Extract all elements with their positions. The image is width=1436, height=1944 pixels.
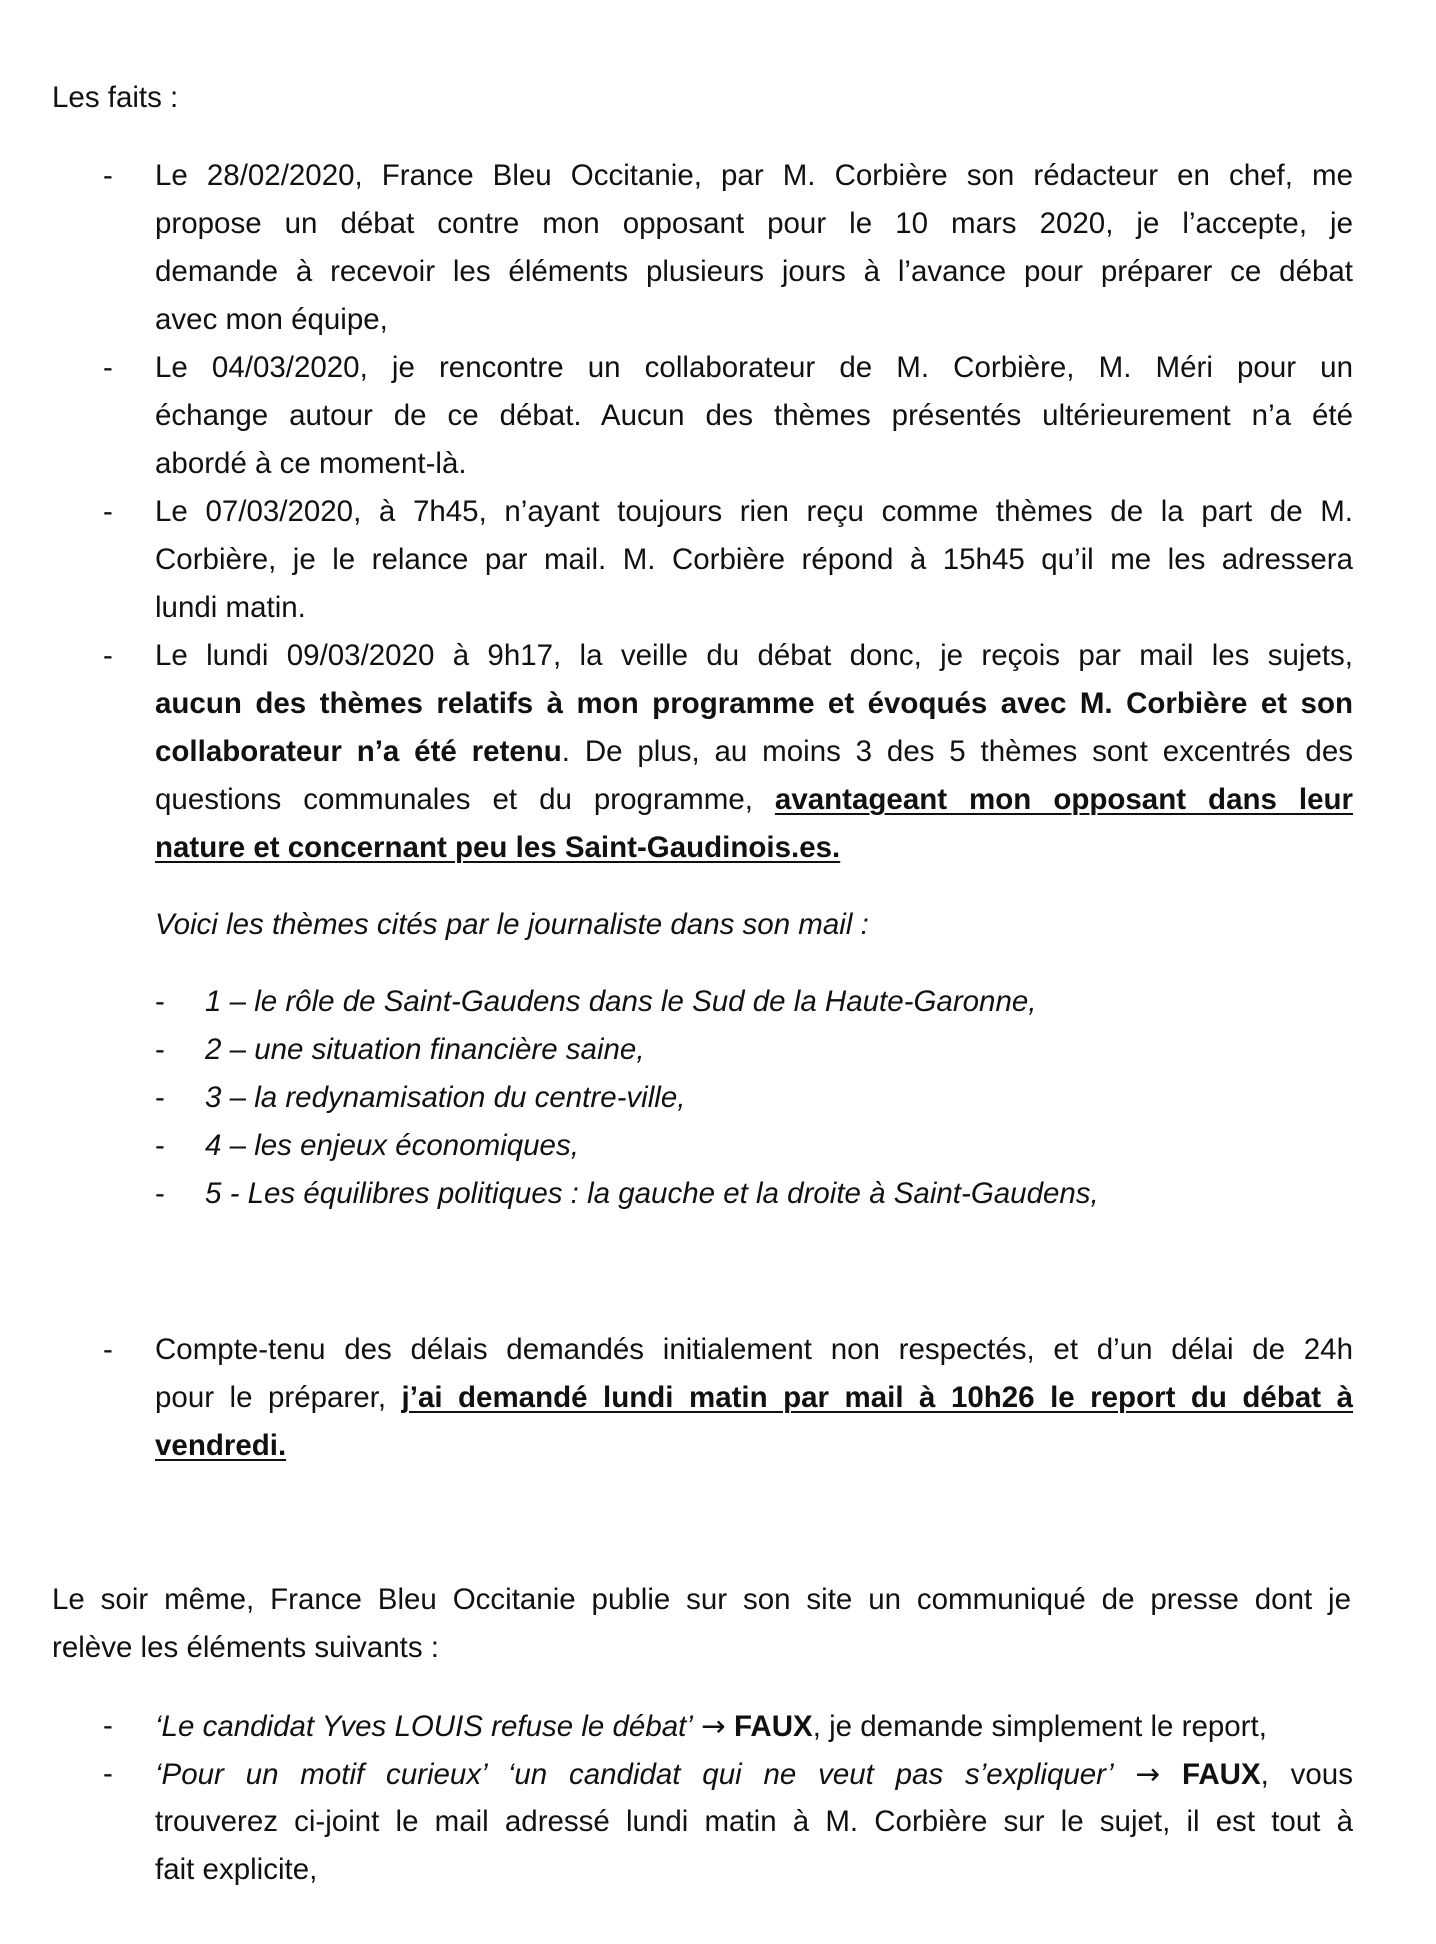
theme-item: 3 – la redynamisation du centre-ville, <box>205 1081 686 1114</box>
item5-line2 <box>155 1378 1353 1418</box>
theme-dash: - <box>155 985 165 1018</box>
item7-quote: ‘Pour un motif curieux’ ‘un candidat qui ne veut pas s’expliquer’ <box>155 1758 1114 1791</box>
bullet-dash: - <box>103 639 113 672</box>
item3-line1: Le 07/03/2020, à 7h45, n’ayant toujours rien reçu comme thèmes de la part de M. <box>155 495 1353 528</box>
item7-line1 <box>155 1754 1353 1795</box>
item7-rest: , vous <box>1260 1758 1353 1791</box>
bullet-dash: - <box>103 495 113 528</box>
item6-line <box>155 1706 1267 1747</box>
bullet-dash: - <box>103 1333 113 1366</box>
arrow-right-icon: → <box>1135 1757 1161 1791</box>
item3-line2: Corbière, je le relance par mail. M. Corbière répond à 15h45 qu’il me les adressera <box>155 543 1353 576</box>
theme-dash: - <box>155 1177 165 1210</box>
item4-line3 <box>155 732 1353 772</box>
item4-line3-rest: . De plus, au moins 3 des 5 thèmes sont excentrés des <box>561 735 1353 768</box>
bullet-dash: - <box>103 159 113 192</box>
item1-line2: propose un débat contre mon opposant pour le 10 mars 2020, je l’accepte, je <box>155 207 1353 240</box>
section-heading: Les faits : <box>52 81 179 114</box>
item5-line3-bold: vendredi. <box>155 1429 287 1462</box>
theme-dash: - <box>155 1081 165 1114</box>
theme-item: 1 – le rôle de Saint-Gaudens dans le Sud de la Haute-Garonne, <box>205 985 1037 1018</box>
bullet-dash: - <box>103 351 113 384</box>
item3-line3: lundi matin. <box>155 591 306 624</box>
item1-line4: avec mon équipe, <box>155 303 388 336</box>
item6-rest: , je demande simplement le report, <box>812 1710 1267 1743</box>
para2-line2: relève les éléments suivants : <box>52 1631 439 1664</box>
theme-item: 5 - Les équilibres politiques : la gauche et la droite à Saint-Gaudens, <box>205 1177 1099 1210</box>
item2-line1: Le 04/03/2020, je rencontre un collaborateur de M. Corbière, M. Méri pour un <box>155 351 1353 384</box>
item4-line5-bold: nature et concernant peu les Saint-Gaudinois.es. <box>155 831 841 864</box>
theme-dash: - <box>155 1033 165 1066</box>
faux-label: FAUX <box>734 1710 813 1743</box>
item5-line1: Compte-tenu des délais demandés initialement non respectés, et d’un délai de 24h <box>155 1333 1353 1366</box>
item4-line2-bold: aucun des thèmes relatifs à mon programme et évoqués avec M. Corbière et son <box>155 687 1353 720</box>
bullet-dash: - <box>103 1757 113 1790</box>
item4-line1: Le lundi 09/03/2020 à 9h17, la veille du débat donc, je reçois par mail les sujets, <box>155 639 1353 672</box>
bullet-dash: - <box>103 1709 113 1742</box>
item5-line2-start: pour le préparer, <box>155 1381 402 1414</box>
arrow-right-icon: → <box>701 1709 726 1743</box>
faux-label: FAUX <box>1181 1758 1261 1791</box>
item1-line3: demande à recevoir les éléments plusieurs jours à l’avance pour préparer ce débat <box>155 255 1353 288</box>
item2-line2: échange autour de ce débat. Aucun des thèmes présentés ultérieurement n’a été <box>155 399 1353 432</box>
para2-line1: Le soir même, France Bleu Occitanie publie sur son site un communiqué de presse dont je <box>52 1583 1351 1616</box>
theme-item: 2 – une situation financière saine, <box>205 1033 645 1066</box>
item4-line3-bold: collaborateur n’a été retenu <box>155 735 562 768</box>
themes-intro: Voici les thèmes cités par le journaliste dans son mail : <box>155 908 869 941</box>
theme-dash: - <box>155 1129 165 1162</box>
theme-item: 4 – les enjeux économiques, <box>205 1129 579 1162</box>
item4-line4-bold: avantageant mon opposant dans leur <box>774 783 1353 816</box>
item6-quote: ‘Le candidat Yves LOUIS refuse le débat’ <box>155 1710 693 1743</box>
item7-line3: fait explicite, <box>155 1853 318 1886</box>
item7-line2: trouverez ci-joint le mail adressé lundi matin à M. Corbière sur le sujet, il est tout à <box>155 1805 1353 1838</box>
item4-line4-start: questions communales et du programme, <box>155 783 775 816</box>
item2-line3: abordé à ce moment-là. <box>155 447 467 480</box>
item5-line2-bold: j’ai demandé lundi matin par mail à 10h26 le report du débat à <box>401 1381 1353 1414</box>
item4-line4 <box>155 780 1353 820</box>
item1-line1: Le 28/02/2020, France Bleu Occitanie, par M. Corbière son rédacteur en chef, me <box>155 159 1353 192</box>
